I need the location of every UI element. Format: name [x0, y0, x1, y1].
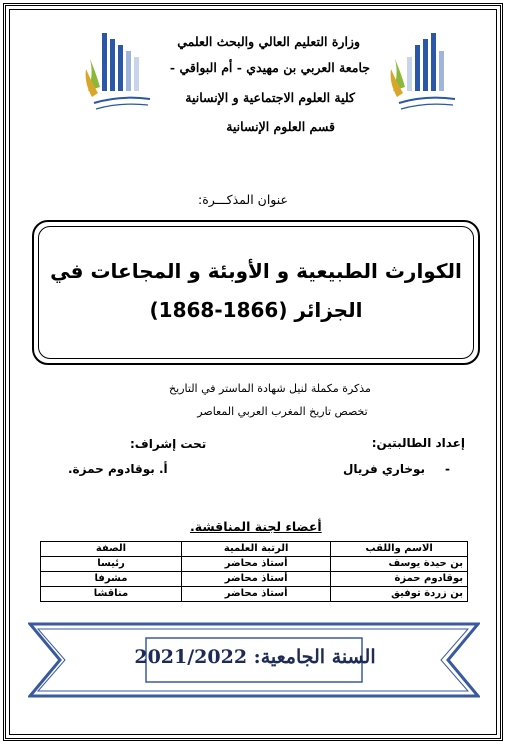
academic-year: السنة الجامعية: 2021/2022 [134, 646, 376, 668]
header-name: الاسم واللقب [331, 542, 468, 557]
member-name: بن زردة توفيق [331, 587, 468, 602]
specialization: تخصص تاريخ المغرب العربي المعاصر [197, 405, 368, 418]
degree-statement: مذكرة مكملة لنيل شهادة الماستر في التاريخ [169, 382, 371, 395]
committee-heading: أعضاء لجنة المناقشة. [190, 519, 322, 534]
header-rank: الرتبة العلمية [181, 542, 330, 557]
supervisor-label: تحت إشراف: [130, 437, 207, 451]
committee-table [40, 541, 468, 602]
student-name: بوخاري فريال [343, 462, 426, 476]
thesis-title-box [32, 220, 480, 365]
university-name: جامعة العربي بن مهيدي - أم البواقي - [169, 60, 370, 75]
member-role: مشرفا [41, 572, 182, 587]
table-header-row [41, 542, 468, 557]
thesis-title-line-2: الجزائر (1866-1868) [149, 298, 363, 322]
supervisor-name: أ. بوقادوم حمزة. [68, 462, 168, 476]
table-row [41, 572, 468, 587]
member-rank: أستاذ محاضر [181, 587, 330, 602]
member-role: مناقشا [41, 587, 182, 602]
header-role: الصفة [41, 542, 182, 557]
ministry-name: وزارة التعليم العالي والبحث العلمي [177, 34, 360, 49]
list-dash: - [445, 462, 450, 476]
table-row [41, 557, 468, 572]
member-rank: أستاذ محاضر [181, 572, 330, 587]
department-name: قسم العلوم الإنسانية [226, 119, 335, 134]
students-label: إعداد الطالبتين: [371, 436, 465, 450]
university-logo-right [385, 25, 465, 125]
member-role: رئيسا [41, 557, 182, 572]
table-row [41, 587, 468, 602]
thesis-title-line-1: الكوارث الطبيعية و الأوبئة و المجاعات في [50, 259, 462, 283]
member-rank: أستاذ محاضر [181, 557, 330, 572]
thesis-title-label: عنوان المذكـــرة: [198, 192, 288, 207]
member-name: بن حيدة يوسف [331, 557, 468, 572]
student-entry [343, 462, 450, 476]
faculty-name: كلية العلوم الاجتماعية و الإنسانية [185, 90, 355, 105]
member-name: بوقادوم حمزة [331, 572, 468, 587]
